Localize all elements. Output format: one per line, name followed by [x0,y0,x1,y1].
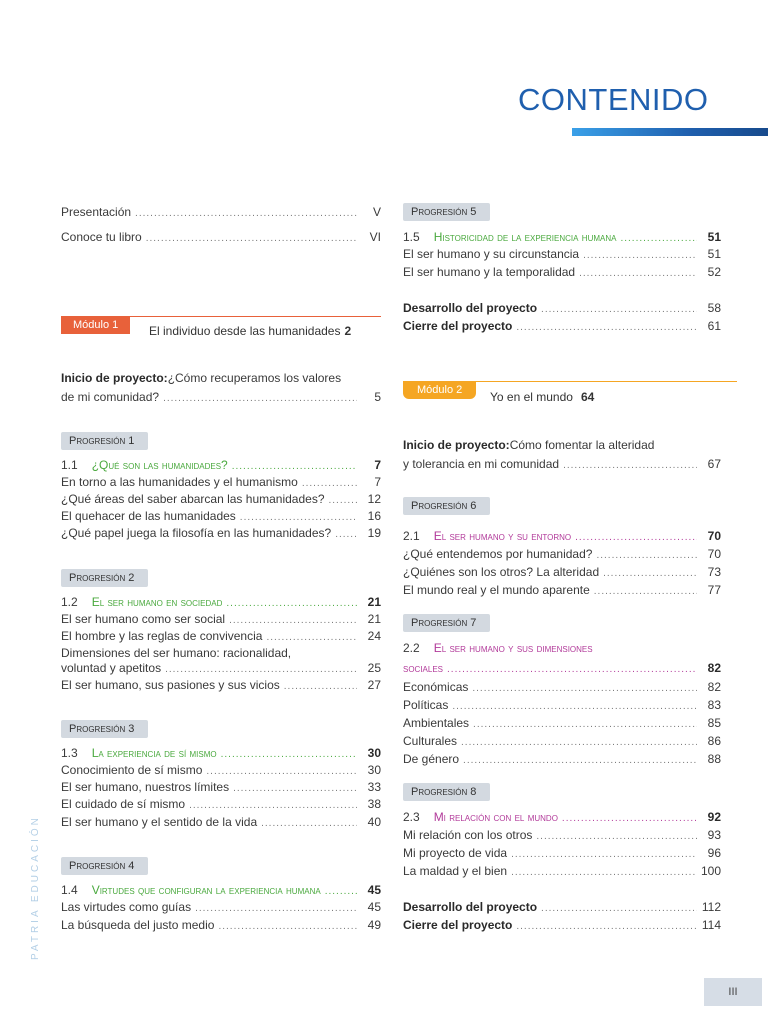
toc-entry[interactable]: ¿Qué entendemos por humanidad? ..... 70 [403,545,721,563]
toc-entry[interactable]: Económicas ..... 82 [403,678,721,696]
toc-entry[interactable]: y tolerancia en mi comunidad ..... 67 [403,455,721,473]
progression-5-label: Progresión 5 [403,203,490,221]
module-1-title[interactable]: El individuo desde las humanidades 2 [149,324,352,338]
toc-entry[interactable]: Conocimiento de sí mismo ..... 30 [61,761,381,779]
module-2-title[interactable]: Yo en el mundo 64 [490,390,595,404]
module-1-tab: Módulo 1 [61,316,130,334]
toc-entry[interactable]: ¿Qué papel juega la filosofía en las humanidades? ..... 19 [61,524,381,542]
toc-entry[interactable]: El ser humano como ser social ..... 21 [61,610,381,628]
toc-entry[interactable]: De género ..... 88 [403,750,721,768]
progression-4-label: Progresión 4 [61,857,148,875]
toc-entry[interactable]: El cuidado de sí mismo ..... 38 [61,795,381,813]
toc-entry[interactable]: Políticas ..... 83 [403,696,721,714]
project-start-2[interactable]: Inicio de proyecto:Cómo fomentar la alteridad [403,438,655,452]
progression-6-label: Progresión 6 [403,497,490,515]
progression-1-label: Progresión 1 [61,432,148,450]
toc-section-head[interactable]: sociales ..... 82 [403,659,721,677]
toc-entry[interactable]: Conoce tu libro ..... VI [61,228,381,246]
module-2-tab: Módulo 2 [403,381,476,399]
toc-entry[interactable]: El ser humano, nuestros límites ..... 33 [61,778,381,796]
toc-section-head-line[interactable]: 2.2 El ser humano y sus dimensiones [403,641,593,655]
toc-entry[interactable]: de mi comunidad? ..... 5 [61,388,381,406]
toc-entry[interactable]: Mi proyecto de vida ..... 96 [403,844,721,862]
toc-entry[interactable]: voluntad y apetitos ..... 25 [61,659,381,677]
toc-entry[interactable]: El quehacer de las humanidades ..... 16 [61,507,381,525]
toc-entry[interactable]: La maldad y el bien ..... 100 [403,862,721,880]
toc-section-head[interactable]: 1.5 Historicidad de la experiencia humana ..... 51 [403,228,721,246]
toc-entry[interactable]: Mi relación con los otros ..... 93 [403,826,721,844]
page-number: III [704,978,762,1006]
toc-entry[interactable]: Desarrollo del proyecto ..... 112 [403,898,721,916]
progression-7-label: Progresión 7 [403,614,490,632]
toc-section-head[interactable]: 2.1 El ser humano y su entorno ..... 70 [403,527,721,545]
toc-entry[interactable]: Culturales ..... 86 [403,732,721,750]
toc-entry[interactable]: El ser humano, sus pasiones y sus vicios ..... 27 [61,676,381,694]
toc-section-head[interactable]: 1.1 ¿Qué son las humanidades? ..... 7 [61,456,381,474]
toc-section-head[interactable]: 2.3 Mi relación con el mundo ..... 92 [403,808,721,826]
progression-2-label: Progresión 2 [61,569,148,587]
toc-entry[interactable]: ¿Qué áreas del saber abarcan las humanidades? ..... 12 [61,490,381,508]
page-title: CONTENIDO [518,82,709,117]
toc-entry[interactable]: Presentación ..... V [61,203,381,221]
toc-section-head[interactable]: 1.2 El ser humano en sociedad ..... 21 [61,593,381,611]
title-accent-bar [572,128,768,136]
toc-entry[interactable]: El ser humano y la temporalidad ..... 52 [403,263,721,281]
project-start-1[interactable]: Inicio de proyecto:¿Cómo recuperamos los valores [61,371,342,385]
toc-entry[interactable]: La búsqueda del justo medio ..... 49 [61,916,381,934]
toc-entry-line: Dimensiones del ser humano: racionalidad, [61,646,292,660]
toc-section-head[interactable]: 1.4 Virtudes que configuran la experiencia humana ..... 45 [61,881,381,899]
toc-entry[interactable]: Las virtudes como guías ..... 45 [61,898,381,916]
toc-section-head[interactable]: 1.3 La experiencia de sí mismo ..... 30 [61,744,381,762]
toc-entry[interactable]: Desarrollo del proyecto ..... 58 [403,299,721,317]
toc-entry[interactable]: El ser humano y su circunstancia ..... 51 [403,245,721,263]
toc-entry[interactable]: En torno a las humanidades y el humanismo ..... 7 [61,473,381,491]
brand-vertical: PATRIA EDUCACIÓN [30,815,41,960]
toc-entry[interactable]: Cierre del proyecto ..... 114 [403,916,721,934]
toc-entry[interactable]: El mundo real y el mundo aparente ..... 77 [403,581,721,599]
progression-8-label: Progresión 8 [403,783,490,801]
progression-3-label: Progresión 3 [61,720,148,738]
toc-entry[interactable]: El ser humano y el sentido de la vida ..... 40 [61,813,381,831]
toc-entry[interactable]: Cierre del proyecto ..... 61 [403,317,721,335]
toc-entry[interactable]: ¿Quiénes son los otros? La alteridad ..... 73 [403,563,721,581]
toc-entry[interactable]: Ambientales ..... 85 [403,714,721,732]
toc-entry[interactable]: El hombre y las reglas de convivencia ..... 24 [61,627,381,645]
